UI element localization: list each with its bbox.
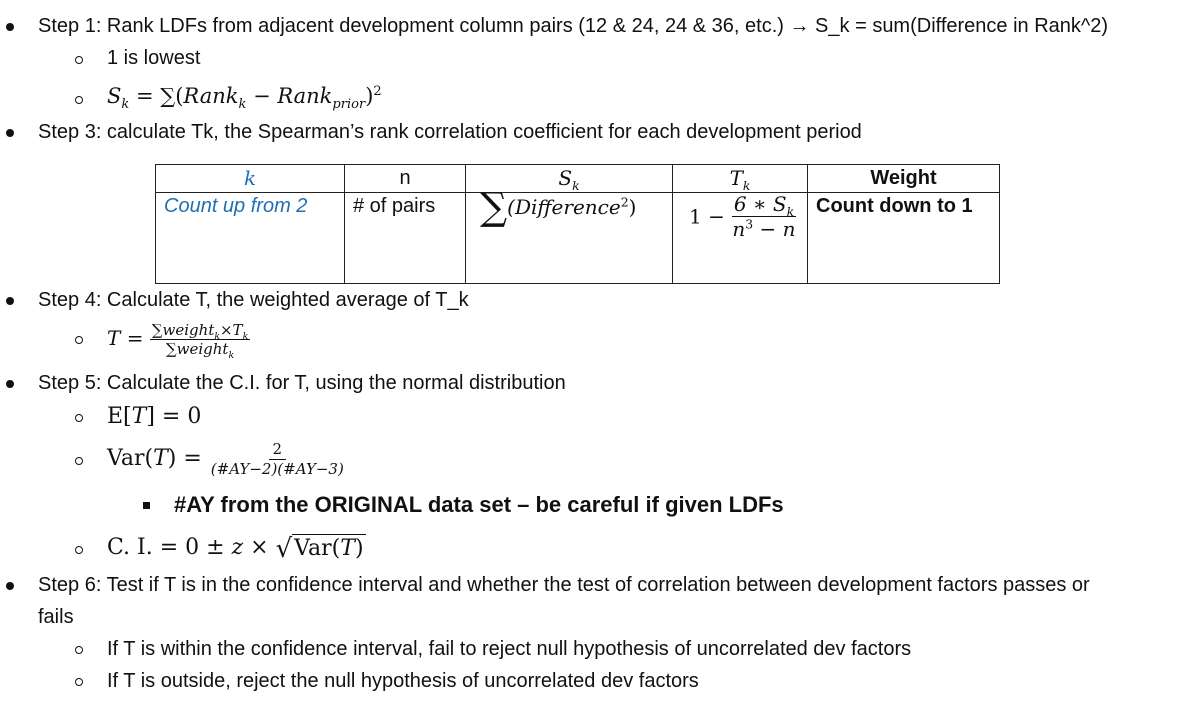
step5-expectation: E[T] = 0 (107, 404, 202, 429)
step6-heading-line2: fails (38, 606, 74, 628)
cell-n: # of pairs (345, 193, 466, 284)
cell-weight: Count down to 1 (808, 193, 1000, 284)
bullet (6, 380, 14, 388)
sub-bullet (75, 96, 83, 104)
sub-bullet (75, 457, 83, 465)
step6-heading-line1: Step 6: Test if T is in the confidence interval and whether the test of correlation between development factors passes or (38, 574, 1090, 596)
step5-variance: Var(T) = $\frac{2}{(\#AY-2)(\#AY-3)}$ (107, 439, 344, 478)
cell-tk: 1 − $\frac{6 ∗ S_k}{n^3 - n}$ (673, 193, 808, 284)
sub-bullet (75, 56, 83, 64)
step1-formula: $S_k$ = ∑(Rank$_k$ − Rank$_{prior}$)$^2$ (107, 84, 382, 113)
step4-formula: T = $\frac{\sum weight_k\times T_k}{\sum weight_k}$ (107, 320, 249, 361)
sub-bullet (75, 336, 83, 344)
step5-heading: Step 5: Calculate the C.I. for T, using the normal distribution (38, 372, 566, 394)
step6-sub-outside: If T is outside, reject the null hypothesis of uncorrelated dev factors (107, 670, 699, 692)
sub-bullet (75, 646, 83, 654)
step6-sub-within: If T is within the confidence interval, fail to reject null hypothesis of uncorrelated dev factors (107, 638, 912, 660)
cell-k: Count up from 2 (156, 193, 345, 284)
bullet (6, 297, 14, 305)
header-n: n (345, 165, 466, 193)
step1-heading: Step 1: Rank LDFs from adjacent development column pairs (12 & 24, 24 & 36, etc.) → S_k = sum(Difference in Rank^2) (38, 15, 1109, 37)
step5-note: #AY from the ORIGINAL data set – be careful if given LDFs (174, 492, 784, 517)
step5-ci: C. I. = 0 ± z × √ Var(T) (107, 534, 364, 565)
header-weight: Weight (808, 165, 1000, 193)
header-sk: $S_k$ (466, 165, 673, 193)
bullet (6, 23, 14, 31)
sub-bullet (75, 414, 83, 422)
header-k: k (156, 165, 345, 193)
step1-sub-lowest: 1 is lowest (107, 47, 201, 69)
step3-heading: Step 3: calculate Tk, the Spearman’s rank correlation coefficient for each development period (38, 121, 862, 143)
square-bullet (143, 502, 150, 509)
bullet (6, 129, 14, 137)
cell-sk: ∑(Difference$^2$) (466, 193, 673, 284)
sub-bullet (75, 678, 83, 686)
header-tk: $T_k$ (673, 165, 808, 193)
spearman-table (155, 164, 1000, 284)
step4-heading: Step 4: Calculate T, the weighted average of T_k (38, 289, 469, 311)
arrow-icon: → (789, 15, 810, 37)
bullet (6, 582, 14, 590)
sub-bullet (75, 546, 83, 554)
